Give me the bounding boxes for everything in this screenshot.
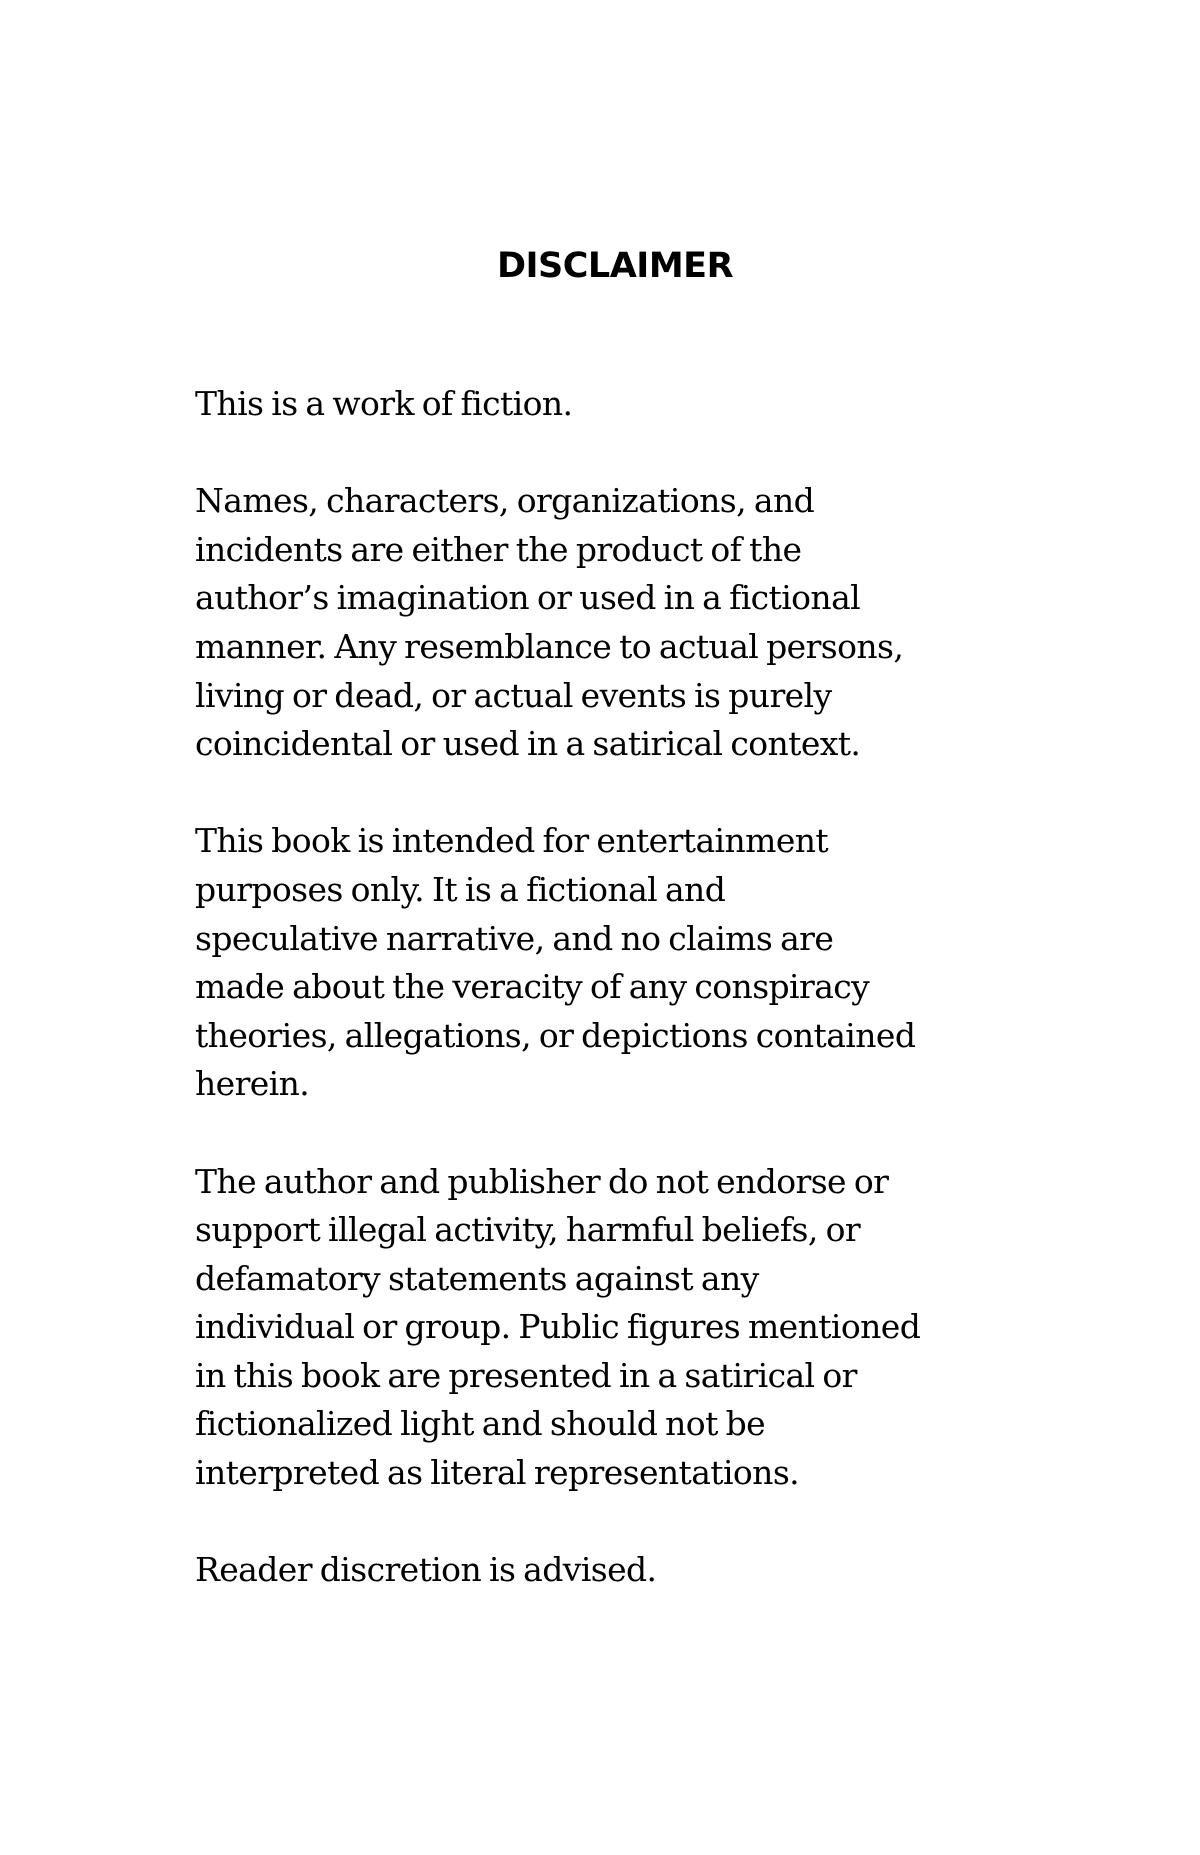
text-line: individual or group. Public figures mentioned xyxy=(195,1307,921,1347)
paragraph-entertainment xyxy=(195,817,1075,1109)
text-line: This is a work of fiction. xyxy=(195,384,573,423)
text-line: This book is intended for entertainment xyxy=(195,821,829,861)
text-line: manner. Any resemblance to actual persons, xyxy=(195,626,904,666)
disclaimer-body xyxy=(195,380,1075,1643)
page-title: DISCLAIMER xyxy=(496,246,734,286)
text-line: living or dead, or actual events is purely xyxy=(195,675,832,715)
text-line: in this book are presented in a satirical or xyxy=(195,1355,857,1395)
text-line: Reader discretion is advised. xyxy=(195,1550,657,1590)
text-line: theories, allegations, or depictions contained xyxy=(195,1015,916,1055)
text-line: The author and publisher do not endorse or xyxy=(195,1161,889,1201)
paragraph-reader-discretion xyxy=(195,1546,1075,1595)
text-line: made about the veracity of any conspiracy xyxy=(195,967,870,1007)
text-line: interpreted as literal representations. xyxy=(195,1453,800,1493)
text-line: Names, characters, organizations, and xyxy=(195,481,815,521)
text-line: support illegal activity, harmful beliefs, or xyxy=(195,1210,861,1250)
text-line: coincidental or used in a satirical context. xyxy=(195,724,861,764)
text-line: purposes only. It is a fictional and xyxy=(195,869,726,909)
paragraph-endorsement xyxy=(195,1158,1075,1498)
text-line: defamatory statements against any xyxy=(195,1258,759,1298)
text-line: incidents are either the product of the xyxy=(195,529,802,569)
text-line: author’s imagination or used in a fictional xyxy=(195,578,861,618)
paragraph-resemblance xyxy=(195,477,1075,769)
text-line: fictionalized light and should not be xyxy=(195,1404,766,1444)
text-line: speculative narrative, and no claims are xyxy=(195,918,834,958)
text-line: herein. xyxy=(195,1064,310,1104)
paragraph-fiction-statement xyxy=(195,380,1075,429)
